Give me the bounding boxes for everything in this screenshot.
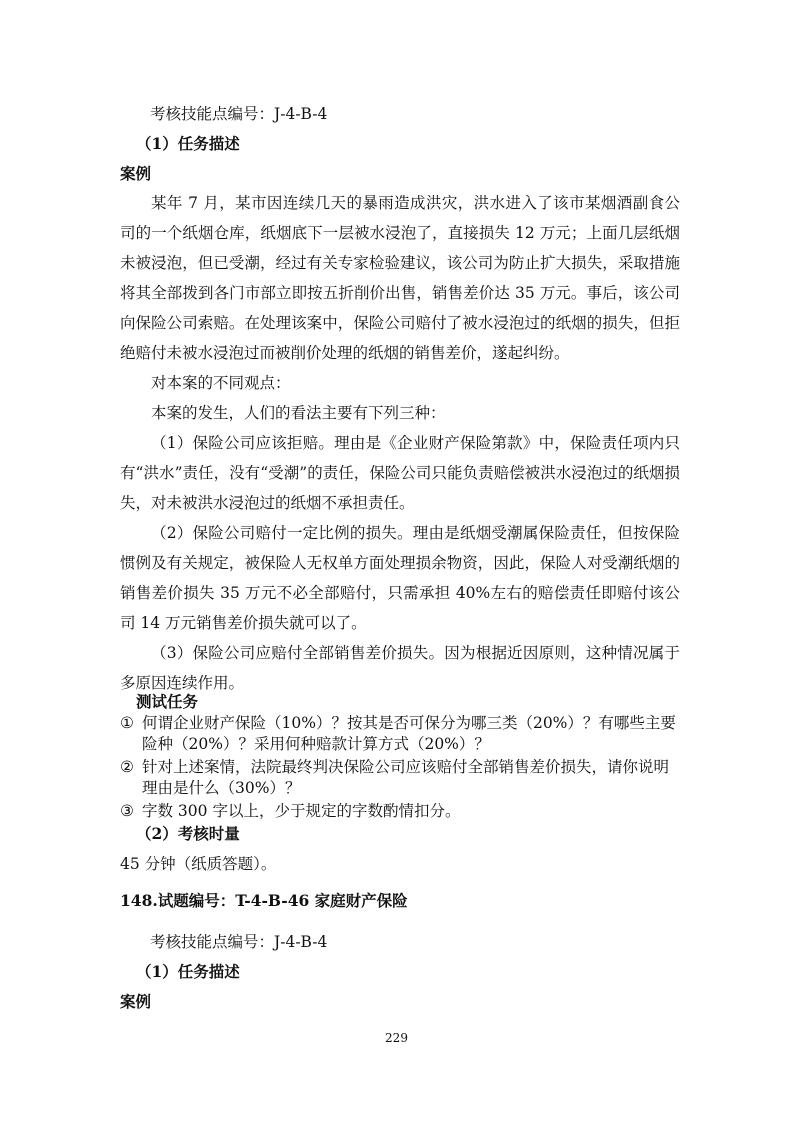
task-text: 针对上述案情，法院最终判决保险公司应该赔付全部销售差价损失，请你说明理由是什么（30%）？ — [142, 758, 670, 797]
task-number: ③ — [120, 802, 134, 820]
page-number: 229 — [385, 1031, 408, 1045]
test-task-heading: 测试任务 — [136, 692, 199, 711]
skill-code-label-2: 考核技能点编号：J-4-B-4 — [150, 933, 328, 951]
task-text: 何谓企业财产保险（10%）？按其是否可保分为哪三类（20%）？有哪些主要险种（20%）？采用何种赔款计算方式（20%）？ — [142, 714, 676, 753]
test-task-list — [120, 713, 680, 824]
case-body — [120, 188, 680, 698]
task-number: ① — [120, 714, 134, 732]
views-heading: 对本案的不同观点： — [151, 374, 291, 392]
view-item-1: （1）保险公司应该拒赔。理由是《企业财产保险第款》中，保险责任项内只有“洪水”责任，没有“受潮”的责任，保险公司只能负责赔偿被洪水浸泡过的纸烟损失，对未被洪水浸泡过的纸烟不承担责任。 — [120, 434, 680, 512]
view-item-3: （3）保险公司应赔付全部销售差价损失。因为根据近因原则，这种情况属于多原因连续作用。 — [120, 644, 680, 692]
task-text: 字数 300 字以上，少于规定的字数酌情扣分。 — [142, 802, 461, 820]
list-item — [120, 757, 680, 799]
case-heading-2: 案例 — [120, 992, 152, 1011]
section-heading-task-description-2: （1）任务描述 — [136, 962, 240, 981]
views-intro: 本案的发生，人们的看法主要有下列三种： — [151, 404, 446, 422]
case-heading: 案例 — [120, 164, 152, 183]
skill-code-label: 考核技能点编号：J-4-B-4 — [150, 105, 328, 123]
section-heading-time: （2）考核时量 — [136, 824, 240, 843]
list-item — [120, 713, 680, 755]
task-number: ② — [120, 758, 134, 776]
time-value: 45 分钟（纸质答题）。 — [120, 855, 277, 873]
section-heading-task-description: （1）任务描述 — [136, 134, 240, 153]
view-item-2: （2）保险公司赔付一定比例的损失。理由是纸烟受潮属保险责任，但按保险惯例及有关规定，被保险人无权单方面处理损余物资，因此，保险人对受潮纸烟的销售差价损失 35 万元不必全部赔付，只需承担 40%左右的赔偿责任即赔付该公司 14 万元销售差价损失就可以了。 — [120, 524, 680, 632]
case-paragraph: 某年 7 月，某市因连续几天的暴雨造成洪灾，洪水进入了该市某烟酒副食公司的一个纸烟仓库，纸烟底下一层被水浸泡了，直接损失 12 万元；上面几层纸烟未被浸泡，但已受潮，经过有关专家检验建议，该公司为防止扩大损失，采取措施将其全部拨到各门市部立即按五折削价出售，销售差价达 35 万元。事后，该公司向保险公司索赔。在处理该案中，保险公司赔付了被水浸泡过的纸烟的损失，但拒绝赔付未被水浸泡过而被削价处理的纸烟的销售差价，遂起纠纷。 — [120, 194, 680, 362]
list-item — [120, 801, 680, 822]
question-title: 148.试题编号：T-4-B-46 家庭财产保险 — [120, 891, 408, 910]
